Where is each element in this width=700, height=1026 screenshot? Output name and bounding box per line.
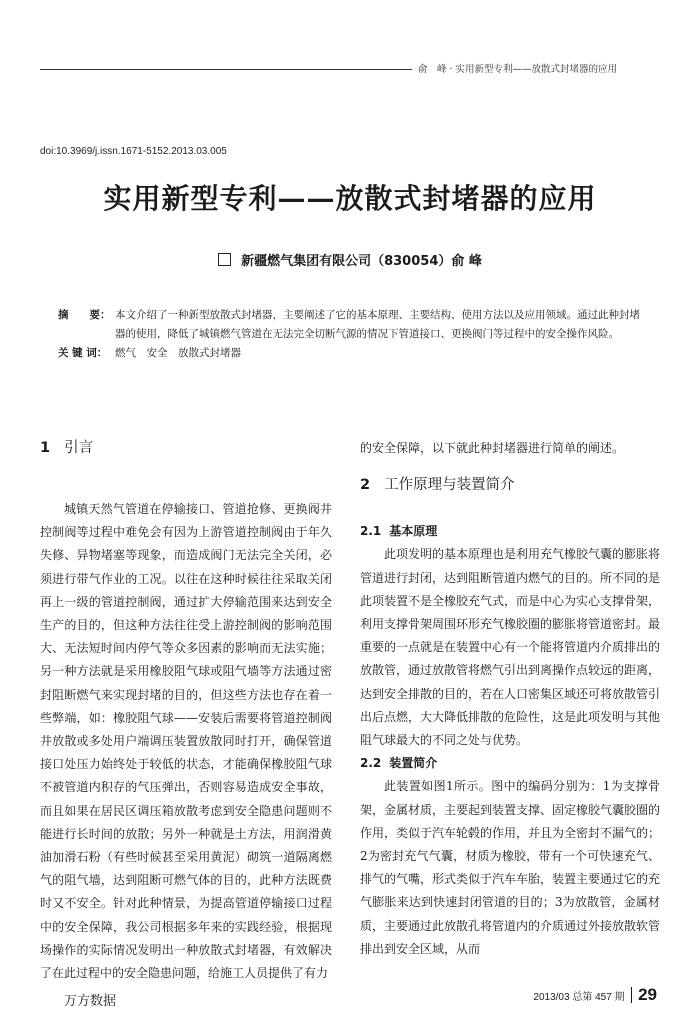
section-2-2-heading xyxy=(360,752,660,775)
left-column xyxy=(40,437,332,985)
section-1-number: 1 xyxy=(40,440,51,456)
section-2-title: 工作原理与装置简介 xyxy=(384,477,515,494)
section-1-paragraph: 城镇天然气管道在停输接口、管道抢修、更换阀井控制阀等过程中难免会有因为上游管道控制阀由于年久失修、异物堵塞等现象，而造成阀门无法完全关闭，必须进行带气作业的工况。以往在这种时候往往采取关闭再上一级的管道控制阀，通过扩大停输范围来达到安全生产的目的，但这种方法往往受上游控制阀的影响范围大、无法短时间内停气等众多因素的影响而无法实施；另一种方法就是采用橡胶阻气球或阻气墙等方法通过密封阻断燃气来实现封堵的目的，但这些方法也存在着一些弊端，如：橡胶阻气球——安装后需要将管道控制阀井放散或多处用户端调压装置放散同时打开，确保管道接口处压力始终处于较低的状态，才能确保橡胶阻气球不被管道内积存的气压弹出，否则容易造成安全事故，而且如果在居民区调压箱放散考虑到安全隐患问题则不能进行长时间的放散；另外一种就是土方法，用润滑黄油加滑石粉（有些时候甚至采用黄泥）砌筑一道隔离燃气的阻气墙，达到阻断可燃气体的目的，此种方法既费时又不安全。针对此种情景，为提高管道停输接口过程中的安全保障，我公司根据多年来的实践经验，根据现场操作的实际情况发明出一种放散式封堵器，有效解决了在此过程中的安全隐患问题，给施工人员提供了有力 xyxy=(40,502,332,981)
square-bullet-icon xyxy=(218,253,231,266)
abstract-label: 摘 要： xyxy=(58,309,111,321)
section-1-continuation: 的安全保障，以下就此种封堵器进行简单的阐述。 xyxy=(360,441,625,455)
article-title: 实用新型专利——放散式封堵器的应用 xyxy=(103,182,597,215)
author-affiliation xyxy=(0,250,700,269)
section-2-heading xyxy=(360,474,660,520)
section-2-1-number: 2.1 xyxy=(360,524,382,539)
section-2-2-paragraph: 此装置如图1所示。图中的编码分别为：1为支撑骨架，金属材质，主要起到装置支撑、固定橡胶气囊胶圈的作用，类似于汽车轮毂的作用，并且为全密封不漏气的；2为密封充气气囊，材质为橡胶，带有一个可快速充气、排气的气嘴，形式类似于汽车车胎，装置主要通过它的充气膨胀来达到快速封闭管道的目的；3为放散管，金属材质，主要通过此放散孔将管道内的介质通过外接放散软管排出到安全区域，从而 xyxy=(360,779,661,956)
issue-info: 2013/03 总第 457 期 xyxy=(533,991,625,1003)
header-rule xyxy=(40,69,412,70)
footer-issue xyxy=(533,985,657,1005)
keywords-text: 燃气 安全 放散式封堵器 xyxy=(115,347,241,359)
keywords-row xyxy=(58,344,648,363)
doi[interactable]: doi:10.3969/j.issn.1671-5152.2013.03.005 xyxy=(40,146,227,157)
author-text: 新疆燃气集团有限公司（830054）俞 峰 xyxy=(241,254,482,269)
section-2-number: 2 xyxy=(360,477,371,494)
page-number: 29 xyxy=(638,985,657,1004)
section-2-2-number: 2.2 xyxy=(360,756,382,771)
abstract-text: 本文介绍了一种新型放散式封堵器，主要阐述了它的基本原理、主要结构、使用方法以及应用领域。通过此种封堵器的使用，降低了城镇燃气管道在无法完全切断气源的情况下管道接口、更换阀门等过程中的安全操作风险。 xyxy=(115,309,640,340)
section-2-2-title: 装置简介 xyxy=(389,756,438,771)
abstract-row xyxy=(58,306,648,344)
section-1-title: 引言 xyxy=(64,440,94,456)
footer-divider xyxy=(631,987,633,1003)
section-2-1-paragraph: 此项发明的基本原理也是利用充气橡胶气囊的膨胀将管道进行封闭，达到阻断管道内燃气的目的。所不同的是此项装置不是全橡胶充气式，而是中心为实心支撑骨架，利用支撑骨架周围环形充气橡胶圈的膨胀将管道密封。最重要的一点就是在装置中心有一个能将管道内介质排出的放散管，通过放散管将燃气引出到离操作点较远的距离，达到安全排散的目的，若在人口密集区域还可将放散管引出后点燃，大大降低排散的危险性，这是此项发明与其他阻气球最大的不同之处与优势。 xyxy=(360,547,661,748)
running-head: 俞 峰 · 实用新型专利——放散式封堵器的应用 xyxy=(418,64,618,75)
right-column xyxy=(360,437,660,961)
abstract-block xyxy=(58,306,648,363)
section-1-heading xyxy=(40,437,332,483)
section-2-1-title: 基本原理 xyxy=(389,524,438,539)
footer-brand: 万方数据 xyxy=(64,994,117,1009)
keywords-label: 关 键 词： xyxy=(58,347,108,359)
section-2-1-heading xyxy=(360,520,660,543)
